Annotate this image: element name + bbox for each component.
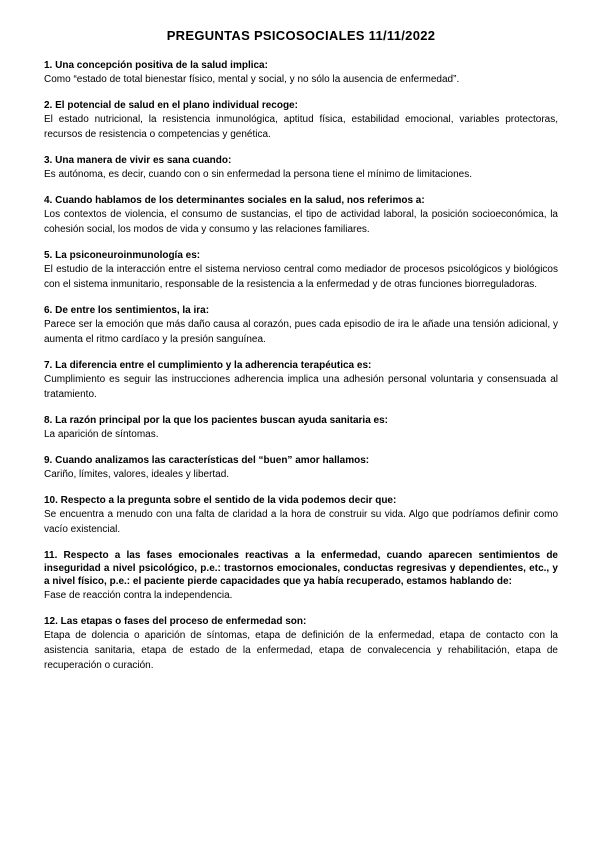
- question-9: 9. Cuando analizamos las características del “buen” amor hallamos:: [44, 455, 370, 466]
- qa-item-12: [44, 615, 558, 673]
- answer-1: Como “estado de total bienestar físico, mental y social, y no sólo la ausencia de enfermedad”.: [44, 74, 460, 85]
- qa-item-3: [44, 154, 558, 182]
- answer-9: Cariño, límites, valores, ideales y libertad.: [44, 469, 230, 480]
- answer-3: Es autónoma, es decir, cuando con o sin enfermedad la persona tiene el mínimo de limitaciones.: [44, 169, 473, 180]
- question-7: 7. La diferencia entre el cumplimiento y la adherencia terapéutica es:: [44, 360, 372, 371]
- qa-item-4: [44, 194, 558, 237]
- question-8: 8. La razón principal por la que los pacientes buscan ayuda sanitaria es:: [44, 415, 388, 426]
- qa-item-7: [44, 359, 558, 402]
- answer-5: El estudio de la interacción entre el sistema nervioso central como mediador de procesos psicológicos y biológicos con el sistema inmunitario, responsable de la resistencia a la enfermedad y de otras funciones biorreguladoras.: [44, 264, 558, 290]
- answer-6: Parece ser la emoción que más daño causa al corazón, pues cada episodio de ira le añade una tensión adicional, y aumenta el ritmo cardíaco y la presión sanguínea.: [44, 319, 558, 345]
- qa-item-10: [44, 494, 558, 537]
- question-4: 4. Cuando hablamos de los determinantes sociales en la salud, nos referimos a:: [44, 195, 425, 206]
- qa-item-1: [44, 59, 558, 87]
- question-6: 6. De entre los sentimientos, la ira:: [44, 305, 210, 316]
- document-page: [44, 28, 558, 685]
- answer-4: Los contextos de violencia, el consumo de sustancias, el tipo de actividad laboral, la posición socioeconómica, la cohesión social, los modos de vida y consumo y las relaciones familiares.: [44, 209, 558, 235]
- answer-8: La aparición de síntomas.: [44, 429, 159, 440]
- answer-12: Etapa de dolencia o aparición de síntomas, etapa de definición de la enfermedad, etapa de contacto con la asistencia sanitaria, etapa de estado de la enfermedad, etapa de convalecencia y rehabilitación, etapa de recuperación o curación.: [44, 630, 558, 671]
- document-title: PREGUNTAS PSICOSOCIALES 11/11/2022: [166, 28, 436, 43]
- qa-item-11: [44, 549, 558, 603]
- qa-item-2: [44, 99, 558, 142]
- qa-item-9: [44, 454, 558, 482]
- qa-item-8: [44, 414, 558, 442]
- qa-item-6: [44, 304, 558, 347]
- question-12: 12. Las etapas o fases del proceso de enfermedad son:: [44, 616, 307, 627]
- question-2: 2. El potencial de salud en el plano individual recoge:: [44, 100, 298, 111]
- question-11: 11. Respecto a las fases emocionales reactivas a la enfermedad, cuando aparecen sentimientos de inseguridad a nivel psicológico, p.e.: trastornos emocionales, conductas regresivas y dependientes, etc., y a nivel físico, p.e.: el paciente pierde capacidades que ya había recuperado, estamos hablando de:: [44, 550, 558, 587]
- question-3: 3. Una manera de vivir es sana cuando:: [44, 155, 232, 166]
- answer-7: Cumplimiento es seguir las instrucciones adherencia implica una adhesión personal voluntaria y consensuada al tratamiento.: [44, 374, 558, 400]
- qa-item-5: [44, 249, 558, 292]
- answer-2: El estado nutricional, la resistencia inmunológica, aptitud física, estabilidad emocional, variables protectoras, recursos de resistencia o competencias y genética.: [44, 114, 558, 140]
- answer-11: Fase de reacción contra la independencia.: [44, 590, 233, 601]
- question-1: 1. Una concepción positiva de la salud implica:: [44, 60, 268, 71]
- question-10: 10. Respecto a la pregunta sobre el sentido de la vida podemos decir que:: [44, 495, 397, 506]
- question-5: 5. La psiconeuroinmunología es:: [44, 250, 201, 261]
- answer-10: Se encuentra a menudo con una falta de claridad a la hora de construir su vida. Algo que podríamos definir como vacío existencial.: [44, 509, 558, 535]
